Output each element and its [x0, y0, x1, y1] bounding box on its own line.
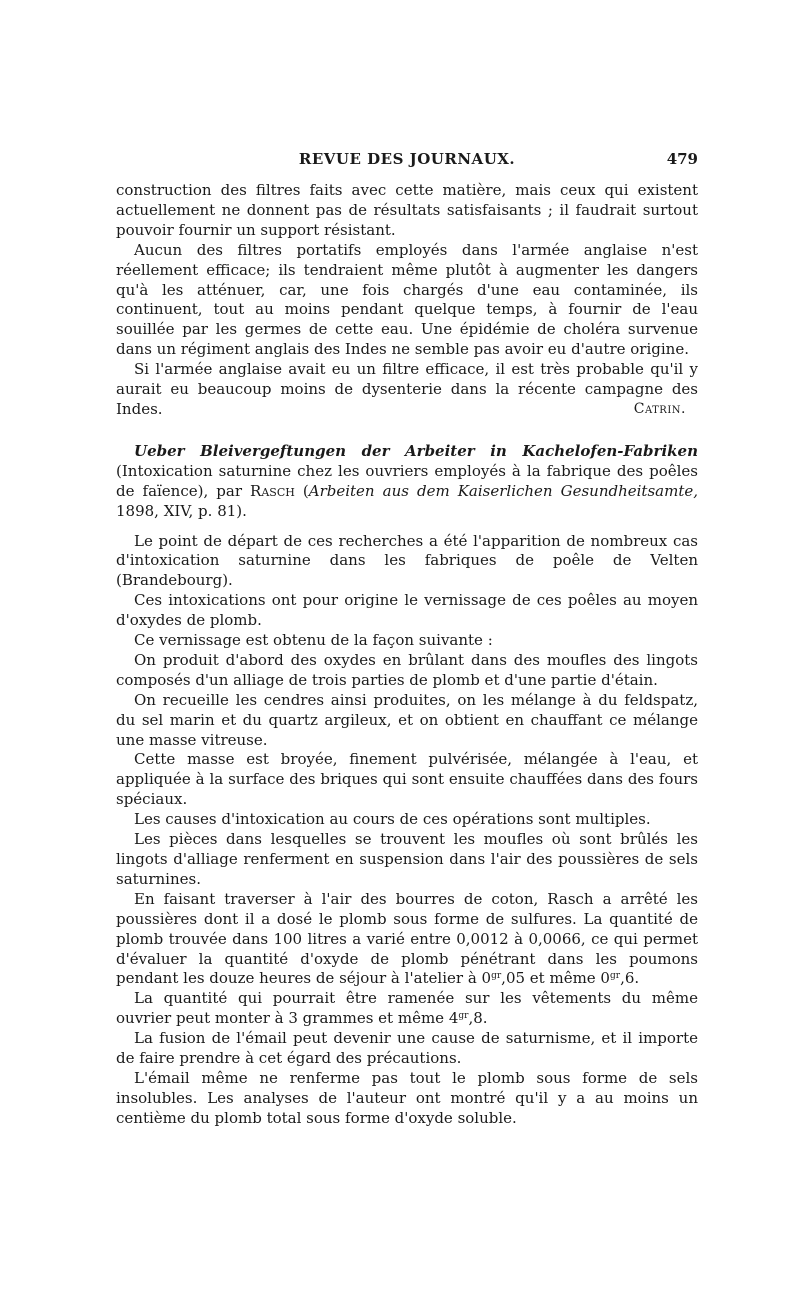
source-journal: Arbeiten aus dem Kaiserlichen Gesundheitsamte, [308, 481, 698, 500]
unit-superscript: gr [609, 971, 621, 982]
paragraph [116, 989, 698, 1029]
paragraph-text: La quantité qui pourrait être ramenée sur les vêtements du même ouvrier peut monter à 3 grammes et même 4 [116, 989, 698, 1028]
paragraph: Ces intoxications ont pour origine le vernissage de ces poêles au moyen d'oxydes de plomb. [116, 591, 698, 630]
paragraph-text: ,8. [468, 1009, 488, 1028]
author-signature: Catrin. [633, 400, 686, 417]
unit-superscript: gr [491, 971, 502, 982]
article-author: Rasch [250, 481, 295, 500]
paragraph: L'émail même ne renferme pas tout le plomb sous forme de sels insolubles. Les analyses de l'auteur ont montré qu'il y a au moins un centième du plomb total sous forme d'oxyde soluble. [116, 1068, 698, 1127]
section-separator [116, 420, 698, 442]
paragraph: Aucun des filtres portatifs employés dans l'armée anglaise n'est réellement efficace; ils tendraient même plutôt à augmenter les dangers qu'à les atténuer, car, une fois chargés d'une eau contaminée, ils continuent, tout au moins pendant quelque temps, à fournir de l'eau souillée par les germes de cette eau. Une épidémie de choléra survenue dans un régiment anglais des Indes ne semble pas avoir eu d'autre origine. [116, 240, 698, 359]
page-header [116, 150, 698, 172]
source-paren: ( [302, 481, 309, 500]
paragraph: Ce vernissage est obtenu de la façon suivante : [134, 631, 493, 650]
title-translation: (Intoxication saturnine chez les ouvriers employés à la fabrique des poêles de faïence), par [116, 461, 698, 500]
source-details: 1898, XIV, p. 81). [116, 501, 247, 520]
paragraph [116, 890, 698, 990]
paragraph: Le point de départ de ces recherches a été l'apparition de nombreux cas d'intoxication saturnine dans les fabriques de poêle de Velten (Brandebourg). [116, 531, 698, 590]
paragraph: La fusion de l'émail peut devenir une cause de saturnisme, et il importe de faire prendre à cet égard des précautions. [116, 1029, 698, 1068]
paragraph: Les pièces dans lesquelles se trouvent les moufles où sont brûlés les lingots d'alliage renferment en suspension dans l'air des poussières de sels saturnines. [116, 830, 698, 888]
page-number: 479 [666, 150, 698, 168]
paragraph-with-signature [116, 360, 698, 420]
paragraph: construction des filtres faits avec cette matière, mais ceux qui existent actuellement ne donnent pas de résultats satisfaisants ; il faudrait surtout pouvoir fournir un support résistant. [116, 181, 698, 239]
paragraph: On produit d'abord des oxydes en brûlant dans des moufles des lingots composés d'un alliage de trois parties de plomb et d'une partie d'étain. [116, 650, 698, 689]
paragraph-text: En faisant traverser à l'air des bourres de coton, Rasch a arrêté les poussières dont il a dosé le plomb sous forme de sulfures. La quantité de plomb trouvée dans 100 litres a varié entre 0,0012 à 0,0066, ce qui permet d'évaluer la quantité d'oxyde de plomb pénétrant dans les poumons pendant les douze heures de séjour à l'atelier à 0 [116, 889, 698, 988]
running-title: REVUE DES JOURNAUX. [298, 150, 516, 168]
paragraph-text: ,6. [620, 969, 640, 988]
paragraph: On recueille les cendres ainsi produites, on les mélange à du feldspatz, du sel marin et du quartz argileux, et on obtient en chauffant ce mélange une masse vitreuse. [116, 690, 698, 749]
paragraph-text: ,05 et même 0 [501, 969, 610, 988]
paragraph: Cette masse est broyée, finement pulvérisée, mélangée à l'eau, et appliquée à la surface des briques qui sont ensuite chauffées dans des fours spéciaux. [116, 750, 698, 809]
paragraph-text: Si l'armée anglaise avait eu un filtre efficace, il est très probable qu'il y aurait eu beaucoup moins de dysenterie dans la récente campagne des Indes. [116, 360, 698, 418]
page-body [116, 181, 698, 1129]
unit-superscript: gr [458, 1011, 469, 1022]
paragraph: Les causes d'intoxication au cours de ces opérations sont multiples. [134, 810, 651, 829]
article-citation [116, 442, 698, 522]
article-title: Ueber Bleivergeftungen der Arbeiter in Kachelofen-Fabriken [134, 441, 698, 460]
